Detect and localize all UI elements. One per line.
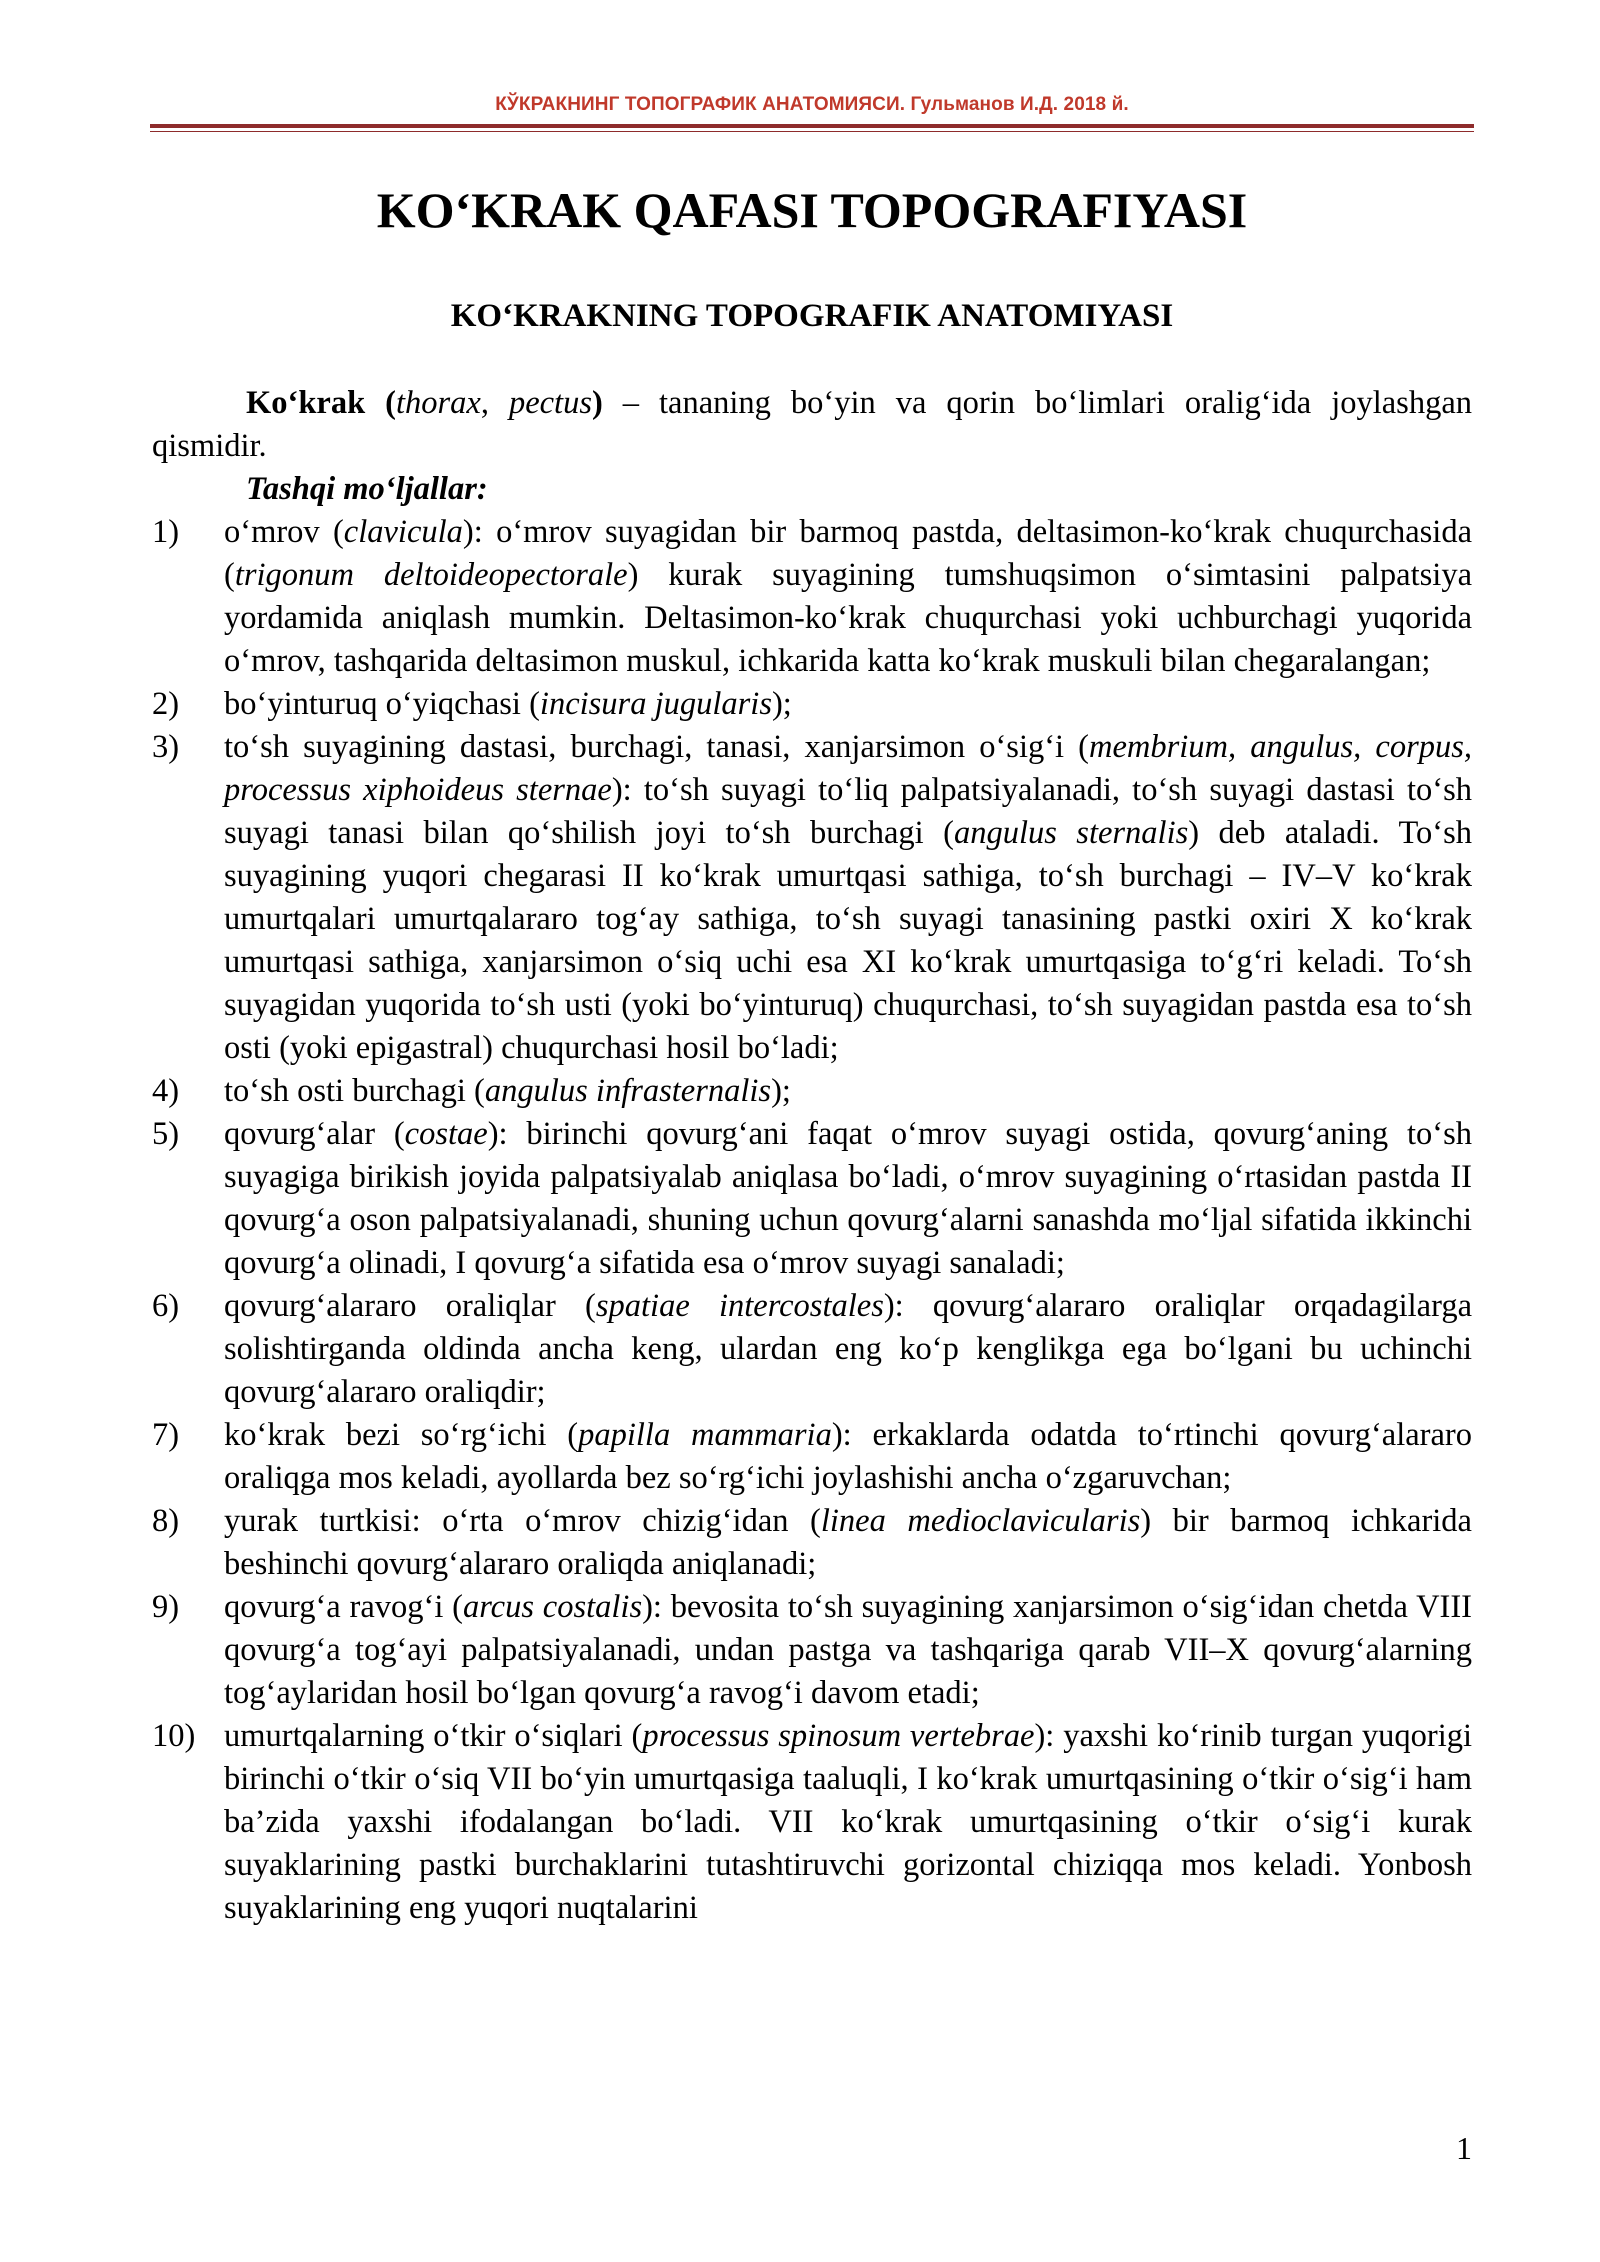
list-item-text: ): o‘mrov suyagidan bir barmoq pastda, deltasimon-ko‘krak chuqurchasida ( bbox=[224, 514, 1473, 593]
running-header: КЎКРАКНИНГ ТОПОГРАФИК АНАТОМИЯСИ. Гульманов И.Д. 2018 й. bbox=[495, 94, 1129, 115]
list-item-text: qovurg‘a ravog‘i ( bbox=[224, 1589, 463, 1625]
latin-term: incisura jugularis bbox=[539, 686, 772, 722]
page-number: 1 bbox=[1456, 2130, 1472, 2166]
section-subtitle: KO‘KRAKNING TOPOGRAFIK ANATOMIYASI bbox=[450, 298, 1174, 334]
list-item bbox=[152, 511, 1472, 683]
latin-term: clavicula bbox=[343, 514, 463, 550]
latin-term: trigonum deltoideopectorale bbox=[234, 557, 628, 593]
list-item-text: ); bbox=[771, 686, 792, 722]
list-item-number: 3) bbox=[152, 729, 180, 765]
latin-term: arcus costalis bbox=[462, 1589, 643, 1625]
latin-term: papilla mammaria bbox=[578, 1417, 832, 1453]
list-item-text: ko‘krak bezi so‘rg‘ichi ( bbox=[224, 1417, 579, 1453]
list-item bbox=[152, 683, 1472, 726]
list-item-text: ): qovurg‘alararo oraliqlar orqadagilarga solishtirganda oldinda ancha keng, ulardan eng ko‘p kenglikga ega bo‘lgani bu uchinchi qovurg‘alararo oraliqdir; bbox=[224, 1288, 1473, 1410]
latin-term: costae bbox=[404, 1116, 488, 1152]
list-item bbox=[152, 1715, 1472, 1930]
list-item-text: ): bevosita to‘sh suyagining xanjarsimon o‘sig‘idan chetda VIII qovurg‘a tog‘ayi palpatsiyalanadi, undan pastga va tashqariga qarab VII–X qovurg‘alarning tog‘aylaridan hosil bo‘lgan qovurg‘a ravog‘i davom etadi; bbox=[224, 1589, 1473, 1711]
list-item-text: yurak turtkisi: o‘rta o‘mrov chizig‘idan ( bbox=[224, 1503, 821, 1539]
latin-term: linea medioclavicularis bbox=[820, 1503, 1141, 1539]
list-item bbox=[152, 1500, 1472, 1586]
header-rule-thick bbox=[150, 124, 1474, 128]
list-item-text: ): birinchi qovurg‘ani faqat o‘mrov suyagi ostida, qovurg‘aning to‘sh suyagiga birikish joyida palpatsiyalab aniqlasa bo‘ladi, o‘mrov suyagining o‘rtasidan pastda II qovurg‘a oson palpatsiyalanadi, shuning uchun qovurg‘alarni sanashda mo‘ljal sifatida ikkinchi qovurg‘a olinadi, I qovurg‘a sifatida esa o‘mrov suyagi sanaladi; bbox=[224, 1116, 1473, 1281]
list-item-text: ) bir barmoq ichkarida beshinchi qovurg‘alararo oraliqda aniqlanadi; bbox=[224, 1503, 1472, 1582]
list-item-text: ); bbox=[771, 1073, 791, 1109]
list-item bbox=[152, 1586, 1472, 1715]
list-item-text: bo‘yinturuq o‘yiqchasi ( bbox=[224, 686, 540, 722]
intro-term: Ko‘krak bbox=[246, 385, 366, 421]
intro-latin-thorax: thorax bbox=[395, 385, 481, 421]
list-item-text: ) kurak suyagining tumshuqsimon o‘simtasini palpatsiya yordamida aniqlash mumkin. Deltasimon-ko‘krak chuqurchasi yoki uchburchagi yuqorida o‘mrov, tashqarida deltasimon muskul, ichkarida katta ko‘krak muskuli bilan chegaralangan; bbox=[224, 557, 1472, 679]
list-item bbox=[152, 1113, 1472, 1285]
latin-term: membrium, angulus, corpus, processus xiphoideus sternae bbox=[224, 729, 1472, 808]
list-item-text: ): to‘sh suyagi to‘liq palpatsiyalanadi, to‘sh suyagi dastasi to‘sh suyagi tanasi bilan qo‘shilish joyi to‘sh burchagi ( bbox=[224, 772, 1473, 851]
intro-comma: , bbox=[480, 385, 509, 421]
list-item-text: qovurg‘alararo oraliqlar ( bbox=[224, 1288, 596, 1324]
list-item-text: to‘sh osti burchagi ( bbox=[224, 1073, 485, 1109]
intro-paren-close: ) bbox=[591, 385, 603, 421]
list-item-text: ): erkaklarda odatda to‘rtinchi qovurg‘alararo oraliqga mos keladi, ayollarda bez so‘rg‘ichi joylashishi ancha o‘zgaruvchan; bbox=[224, 1417, 1472, 1496]
list-item-text: o‘mrov ( bbox=[224, 514, 344, 550]
intro-latin-pectus: pectus bbox=[508, 385, 592, 421]
header-rule-thin bbox=[150, 131, 1474, 132]
landmarks-heading: Tashqi mo‘ljallar: bbox=[246, 471, 488, 507]
list-item-number: 10) bbox=[152, 1718, 196, 1754]
list-item bbox=[152, 726, 1472, 1070]
intro-paren-open: ( bbox=[365, 385, 396, 421]
list-item-text: ) deb ataladi. To‘sh suyagining yuqori chegarasi II ko‘krak umurtqasi sathiga, to‘sh burchagi – IV–V ko‘krak umurtqalari umurtqalararo tog‘ay sathiga, to‘sh suyagi tanasining pastki oxiri X ko‘krak umurtqasi sathiga, xanjarsimon o‘siq uchi esa XI ko‘krak umurtqasiga to‘g‘ri keladi. To‘sh suyagidan yuqorida to‘sh usti (yoki bo‘yinturuq) chuqurchasi, to‘sh suyagidan pastda esa to‘sh osti (yoki epigastral) chuqurchasi hosil bo‘ladi; bbox=[224, 815, 1473, 1066]
list-item-text: qovurg‘alar ( bbox=[224, 1116, 405, 1152]
list-item-number: 1) bbox=[152, 514, 180, 550]
document-body bbox=[152, 382, 1472, 1930]
list-item-text: umurtqalarning o‘tkir o‘siqlari ( bbox=[224, 1718, 643, 1754]
latin-term: angulus infrasternalis bbox=[484, 1073, 772, 1109]
list-item-number: 4) bbox=[152, 1073, 180, 1109]
list-item bbox=[152, 1414, 1472, 1500]
list-item-text: ): yaxshi ko‘rinib turgan yuqorigi birinchi o‘tkir o‘siq VII bo‘yin umurtqasiga taaluqli, I ko‘krak umurtqasining o‘tkir o‘sig‘i ham ba’zida yaxshi ifodalangan bo‘ladi. VII ko‘krak umurtqasining o‘tkir o‘sig‘i kurak suyaklarining pastki burchaklarini tutashtiruvchi gorizontal chiziqqa mos keladi. Yonbosh suyaklarining eng yuqori nuqtalarini bbox=[224, 1718, 1473, 1926]
landmarks-list bbox=[152, 511, 1472, 1930]
list-item-text: to‘sh suyagining dastasi, burchagi, tanasi, xanjarsimon o‘sig‘i ( bbox=[224, 729, 1089, 765]
latin-term: spatiae intercostales bbox=[595, 1288, 884, 1324]
list-item-number: 2) bbox=[152, 686, 180, 722]
intro-text: – tananing bo‘yin va qorin bo‘limlari oralig‘ida joylashgan qismidir. bbox=[152, 385, 1472, 464]
list-item bbox=[152, 1070, 1472, 1113]
list-item-number: 9) bbox=[152, 1589, 180, 1625]
list-item-number: 7) bbox=[152, 1417, 180, 1453]
list-item-number: 6) bbox=[152, 1288, 180, 1324]
intro-paragraph bbox=[152, 382, 1472, 468]
latin-term: processus spinosum vertebrae bbox=[642, 1718, 1035, 1754]
list-item bbox=[152, 1285, 1472, 1414]
list-item-number: 8) bbox=[152, 1503, 180, 1539]
latin-term: angulus sternalis bbox=[953, 815, 1189, 851]
page-title: KO‘KRAK QAFASI TOPOGRAFIYASI bbox=[376, 182, 1248, 238]
list-item-number: 5) bbox=[152, 1116, 180, 1152]
